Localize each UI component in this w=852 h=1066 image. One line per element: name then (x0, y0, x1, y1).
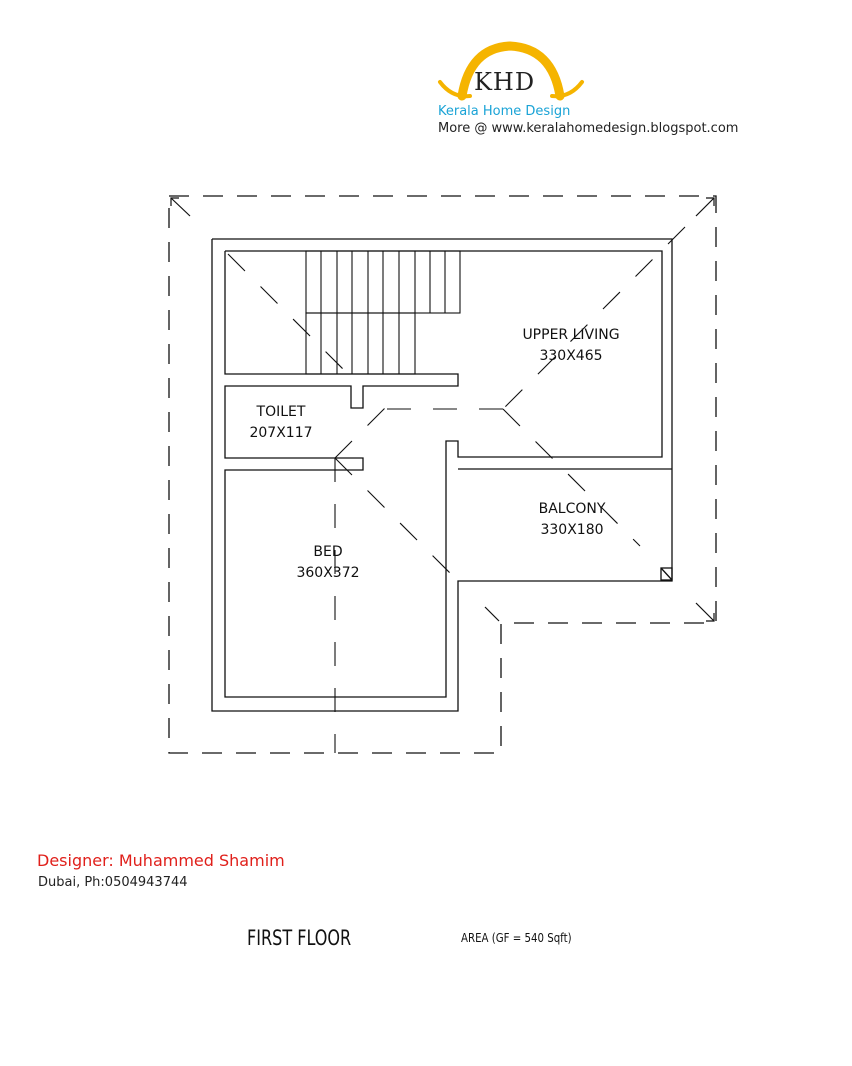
room-size: 330X180 (540, 522, 604, 538)
hip-lines-dashed (228, 227, 685, 753)
roof-outline-dashed (169, 196, 716, 753)
room-label-balcony (539, 499, 606, 541)
floor-title: FIRST FLOOR (247, 926, 352, 950)
room-name: UPPER LIVING (522, 327, 620, 343)
room-size: 330X465 (539, 348, 603, 364)
designer-contact: Dubai, Ph:0504943744 (38, 875, 188, 890)
room-name: TOILET (256, 404, 306, 420)
room-name: BALCONY (538, 501, 606, 517)
room-name: BED (313, 544, 343, 560)
room-label-upper-living (522, 325, 619, 367)
brand-url-line: More @ www.keralahomedesign.blogspot.com (438, 121, 739, 136)
khd-logo-text: KHD (474, 68, 536, 96)
area-note: AREA (GF = 540 Sqft) (461, 931, 572, 945)
designer-name: Designer: Muhammed Shamim (37, 851, 285, 870)
brand-name: Kerala Home Design (438, 104, 571, 119)
room-size: 360X372 (296, 565, 360, 581)
room-size: 207X117 (249, 425, 313, 441)
room-label-bed (296, 542, 359, 584)
walls (212, 239, 672, 711)
room-label-toilet (249, 402, 312, 444)
